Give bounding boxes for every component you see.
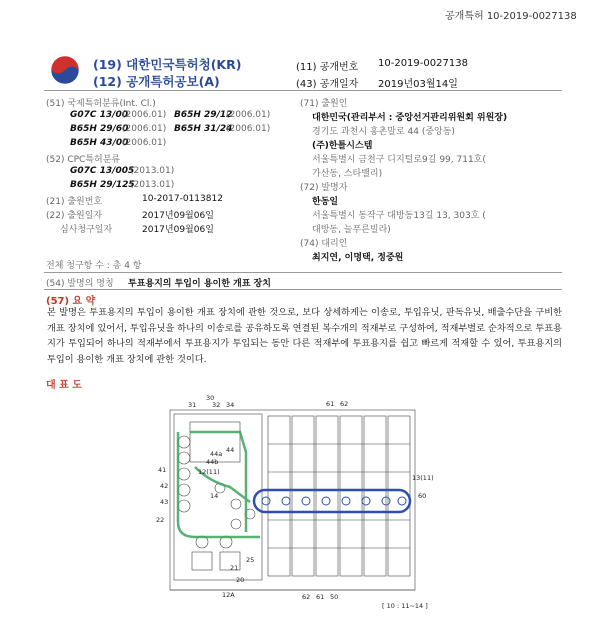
pub-number-label: (11) 공개번호 — [296, 62, 359, 73]
cpc-code: G07C 13/005 — [70, 166, 135, 176]
cpc-date: (2013.01) — [130, 180, 175, 190]
fig-label: 61 — [326, 400, 335, 408]
cpc-code: B65H 29/125 — [70, 180, 135, 190]
fig-label: 44b — [206, 458, 219, 466]
app-date: 2017년09월06일 — [142, 211, 214, 221]
app-number: 10-2017-0113812 — [142, 194, 223, 204]
representative-drawing-heading: 대 표 도 — [46, 380, 82, 391]
app-number-label: (21) 출원번호 — [46, 197, 103, 207]
cpc-date: (2013.01) — [130, 166, 175, 176]
ipc-code: B65H 29/12 — [174, 110, 233, 120]
inventor-address: 서울특별시 동작구 대방동13길 13, 303호 ( — [312, 211, 486, 221]
pub-date-label: (43) 공개일자 — [296, 79, 359, 90]
exam-date-label: 심사청구일자 — [60, 225, 113, 235]
agent-names: 최지연, 이명택, 정중원 — [312, 253, 404, 263]
fig-label: 30 — [206, 394, 215, 402]
fig-label: 25 — [246, 556, 255, 564]
fig-label: 31 — [188, 401, 197, 409]
inventor-name: 한동일 — [312, 197, 339, 207]
office-title: (19) 대한민국특허청(KR) — [93, 57, 242, 72]
fig-label: 20 — [236, 576, 245, 584]
cpc-label: (52) CPC특허분류 — [46, 155, 121, 165]
ipc-date: (2006.01) — [122, 138, 167, 148]
abstract-heading: (57) 요 약 — [46, 296, 96, 307]
kipo-logo-icon — [50, 55, 80, 85]
divider — [44, 289, 562, 290]
inventor-address-cont: 대방동, 늘푸른빌라) — [312, 225, 391, 235]
ipc-date: (2006.01) — [226, 110, 271, 120]
fig-label: 42 — [160, 482, 169, 490]
fig-label: 32 — [212, 401, 221, 409]
ipc-date: (2006.01) — [122, 124, 167, 134]
invention-title: 투표용지의 투입이 용이한 개표 장치 — [128, 279, 271, 289]
applicant-2-address-cont: 가산동, 스타밸리) — [312, 169, 383, 179]
applicant-2-address: 서울특별시 금천구 디지털로9길 99, 711호( — [312, 155, 486, 165]
exam-date: 2017년09월06일 — [142, 225, 214, 235]
agent-label: (74) 대리인 — [300, 239, 348, 249]
fig-label: 43 — [160, 498, 169, 506]
ipc-label: (51) 국제특허분류(Int. Cl.) — [46, 99, 156, 109]
fig-label: 22 — [156, 516, 165, 524]
applicant-2: (주)한틀시스템 — [312, 141, 373, 151]
fig-label: 44a — [210, 450, 223, 458]
patent-figure — [150, 392, 450, 614]
tray-stack — [268, 416, 410, 576]
fig-label: 44 — [226, 446, 235, 454]
fig-label: 62 — [340, 400, 349, 408]
fig-label: 34 — [226, 401, 235, 409]
ipc-code: B65H 43/00 — [70, 138, 129, 148]
ipc-code: B65H 31/24 — [174, 124, 233, 134]
blue-conveyor — [254, 490, 410, 512]
fig-label: 12A — [222, 591, 235, 599]
divider — [44, 90, 562, 91]
ipc-code: G07C 13/00 — [70, 110, 128, 120]
fig-label: 14 — [210, 492, 219, 500]
applicant-label: (71) 출원인 — [300, 99, 348, 109]
applicant-1: 대한민국(관리부서 : 중앙선거관리위원회 위원장) — [312, 113, 508, 123]
fig-label: 60 — [418, 492, 427, 500]
fig-label: 12(11) — [198, 468, 220, 476]
page-header-pub-number: 공개특허 10-2019-0027138 — [445, 11, 577, 22]
pub-date: 2019년03월14일 — [378, 79, 458, 90]
invention-title-label: (54) 발명의 명칭 — [46, 279, 114, 289]
ipc-date: (2006.01) — [122, 110, 167, 120]
fig-label: 50 — [330, 593, 339, 601]
fig-label: 21 — [230, 564, 239, 572]
ipc-date: (2006.01) — [226, 124, 271, 134]
inventor-label: (72) 발명자 — [300, 183, 348, 193]
divider — [44, 272, 562, 273]
abstract-text: 본 발명은 투표용지의 투입이 용이한 개표 장치에 관한 것으로, 보다 상세하게는 이송로, 투입유닛, 판독유닛, 배출수단을 구비한 개표 장치에 있어서, 투입유닛을 하나의 이송로를 공유하도록 연결된 복수개의 적재부로 구성하여, 적재부별로 순차적으로 투표용지가 투입되어 하나의 적재부에서 투표용지가 투입되는 동안 다른 적재부에 투표용지를 쉽고 빠르게 적재할 수 있어, 투표용지의 투입이 용이한 개표 장치에 관한 것이다. — [47, 307, 562, 365]
publication-type: (12) 공개특허공보(A) — [93, 74, 220, 89]
fig-label: 61 — [316, 593, 325, 601]
fig-label: [ 10 : 11~14 ] — [382, 602, 428, 610]
applicant-1-address: 경기도 과천시 홍촌말로 44 (중앙동) — [312, 127, 455, 137]
claims-count: 전체 청구항 수 : 총 4 항 — [46, 261, 142, 271]
fig-label: 62 — [302, 593, 311, 601]
green-path — [178, 432, 260, 537]
fig-label: 13(11) — [412, 474, 434, 482]
fig-label: 41 — [158, 466, 167, 474]
app-date-label: (22) 출원일자 — [46, 211, 103, 221]
pub-number: 10-2019-0027138 — [378, 58, 468, 69]
ipc-code: B65H 29/60 — [70, 124, 129, 134]
